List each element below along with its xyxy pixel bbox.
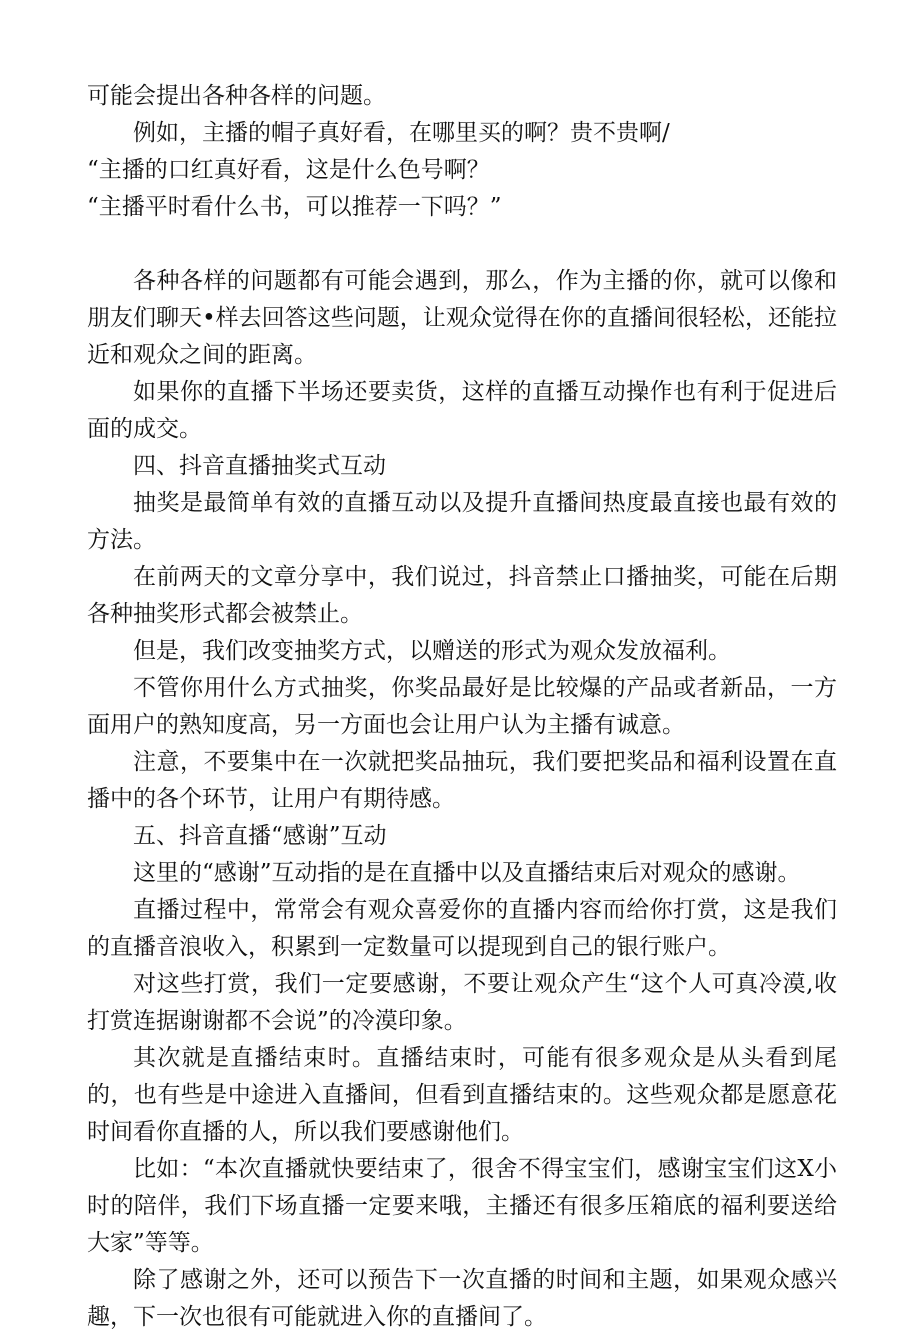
paragraph: 比如：“本次直播就快要结束了，很舍不得宝宝们，感谢宝宝们这X小时的陪伴，我们下场直播一定要来哦，主播还有很多压箱底的福利要送给大家”等等。: [87, 1156, 837, 1256]
paragraph: 不管你用什么方式抽奖，你奖品最好是比较爆的产品或者新品，一方面用户的熟知度高，另一方面也会让用户认为主播有诚意。: [87, 675, 837, 738]
paragraph: 除了感谢之外，还可以预告下一次直播的时间和主题，如果观众感兴趣，下一次也很有可能就进入你的直播间了。: [87, 1267, 837, 1330]
paragraph: 各种各样的问题都有可能会遇到，那么，作为主播的你，就可以像和朋友们聊天•样去回答这些问题，让观众觉得在你的直播间很轻松，还能拉近和观众之间的距离。: [87, 268, 837, 368]
paragraph: 注意，不要集中在一次就把奖品抽玩，我们要把奖品和福利设置在直播中的各个环节，让用户有期待感。: [87, 749, 837, 812]
quote-line: “主播的口红真好看，这是什么色号啊？: [87, 157, 490, 183]
paragraph: 抽奖是最简单有效的直播互动以及提升直播间热度最直接也最有效的方法。: [87, 490, 837, 553]
paragraph: 直播过程中，常常会有观众喜爱你的直播内容而给你打赏，这是我们的直播音浪收入，积累到一定数量可以提现到自己的银行账户。: [87, 897, 837, 960]
paragraph: 其次就是直播结束时。直播结束时，可能有很多观众是从头看到尾的，也有些是中途进入直播间，但看到直播结束的。这些观众都是愿意花时间看你直播的人，所以我们要感谢他们。: [87, 1045, 837, 1145]
section-heading: 五、抖音直播“感谢”互动: [133, 823, 387, 849]
paragraph: 对这些打赏，我们一定要感谢，不要让观众产生“这个人可真冷漠,收打赏连据谢谢都不会说”的冷漠印象。: [87, 971, 837, 1034]
paragraph: 在前两天的文章分享中，我们说过，抖音禁止口播抽奖，可能在后期各种抽奖形式都会被禁止。: [87, 564, 837, 627]
paragraph: 例如，主播的帽子真好看，在哪里买的啊？贵不贵啊/: [133, 120, 670, 146]
paragraph: 可能会提出各种各样的问题。: [87, 83, 386, 109]
document-page: [87, 78, 837, 1336]
quote-line: “主播平时看什么书，可以推荐一下吗？”: [87, 194, 502, 220]
paragraph: 如果你的直播下半场还要卖货，这样的直播互动操作也有利于促进后面的成交。: [87, 379, 837, 442]
paragraph: 这里的“感谢”互动指的是在直播中以及直播结束后对观众的感谢。: [133, 860, 801, 886]
section-heading: 四、抖音直播抽奖式互动: [133, 453, 386, 479]
paragraph-gap: [87, 226, 837, 263]
paragraph: 但是，我们改变抽奖方式，以赠送的形式为观众发放福利。: [133, 638, 731, 664]
